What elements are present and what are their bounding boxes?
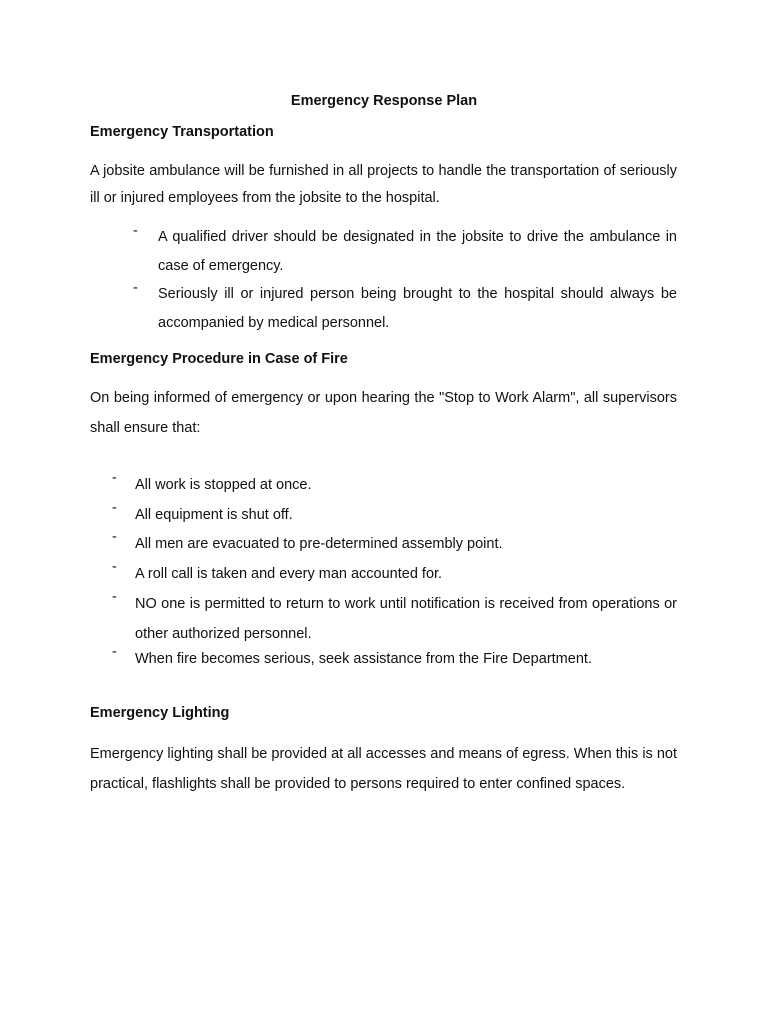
section-heading-lighting: Emergency Lighting [90,705,230,721]
bullet-marker: - [133,223,138,239]
bullet-marker: - [112,644,117,660]
bullet-text: A roll call is taken and every man accounted for. [135,566,443,582]
bullet-marker: - [112,559,117,575]
section-heading-transportation: Emergency Transportation [90,124,274,140]
bullet-text: NO one is permitted to return to work until notification is received from operations or other authorized personnel. [135,596,677,642]
bullet-text: Seriously ill or injured person being brought to the hospital should always be accompanied by medical personnel. [158,286,677,331]
bullet-marker: - [133,280,138,296]
bullet-marker: - [112,500,117,516]
section-intro-transportation: A jobsite ambulance will be furnished in all projects to handle the transportation of seriously ill or injured employees from the jobsite to the hospital. [90,163,677,206]
bullet-marker: - [112,589,117,605]
section-intro-lighting: Emergency lighting shall be provided at all accesses and means of egress. When this is not practical, flashlights shall be provided to persons required to enter confined spaces. [90,746,677,792]
bullet-text: All work is stopped at once. [135,477,312,493]
bullet-text: All men are evacuated to pre-determined assembly point. [135,536,503,552]
document-title: Emergency Response Plan [290,93,478,109]
bullet-text: A qualified driver should be designated in the jobsite to drive the ambulance in case of emergency. [158,229,677,274]
bullet-text: All equipment is shut off. [135,507,293,523]
section-intro-fire: On being informed of emergency or upon hearing the "Stop to Work Alarm", all supervisors shall ensure that: [90,390,677,436]
section-heading-fire: Emergency Procedure in Case of Fire [90,351,348,367]
bullet-marker: - [112,470,117,486]
bullet-text: When fire becomes serious, seek assistance from the Fire Department. [135,651,592,667]
bullet-marker: - [112,529,117,545]
